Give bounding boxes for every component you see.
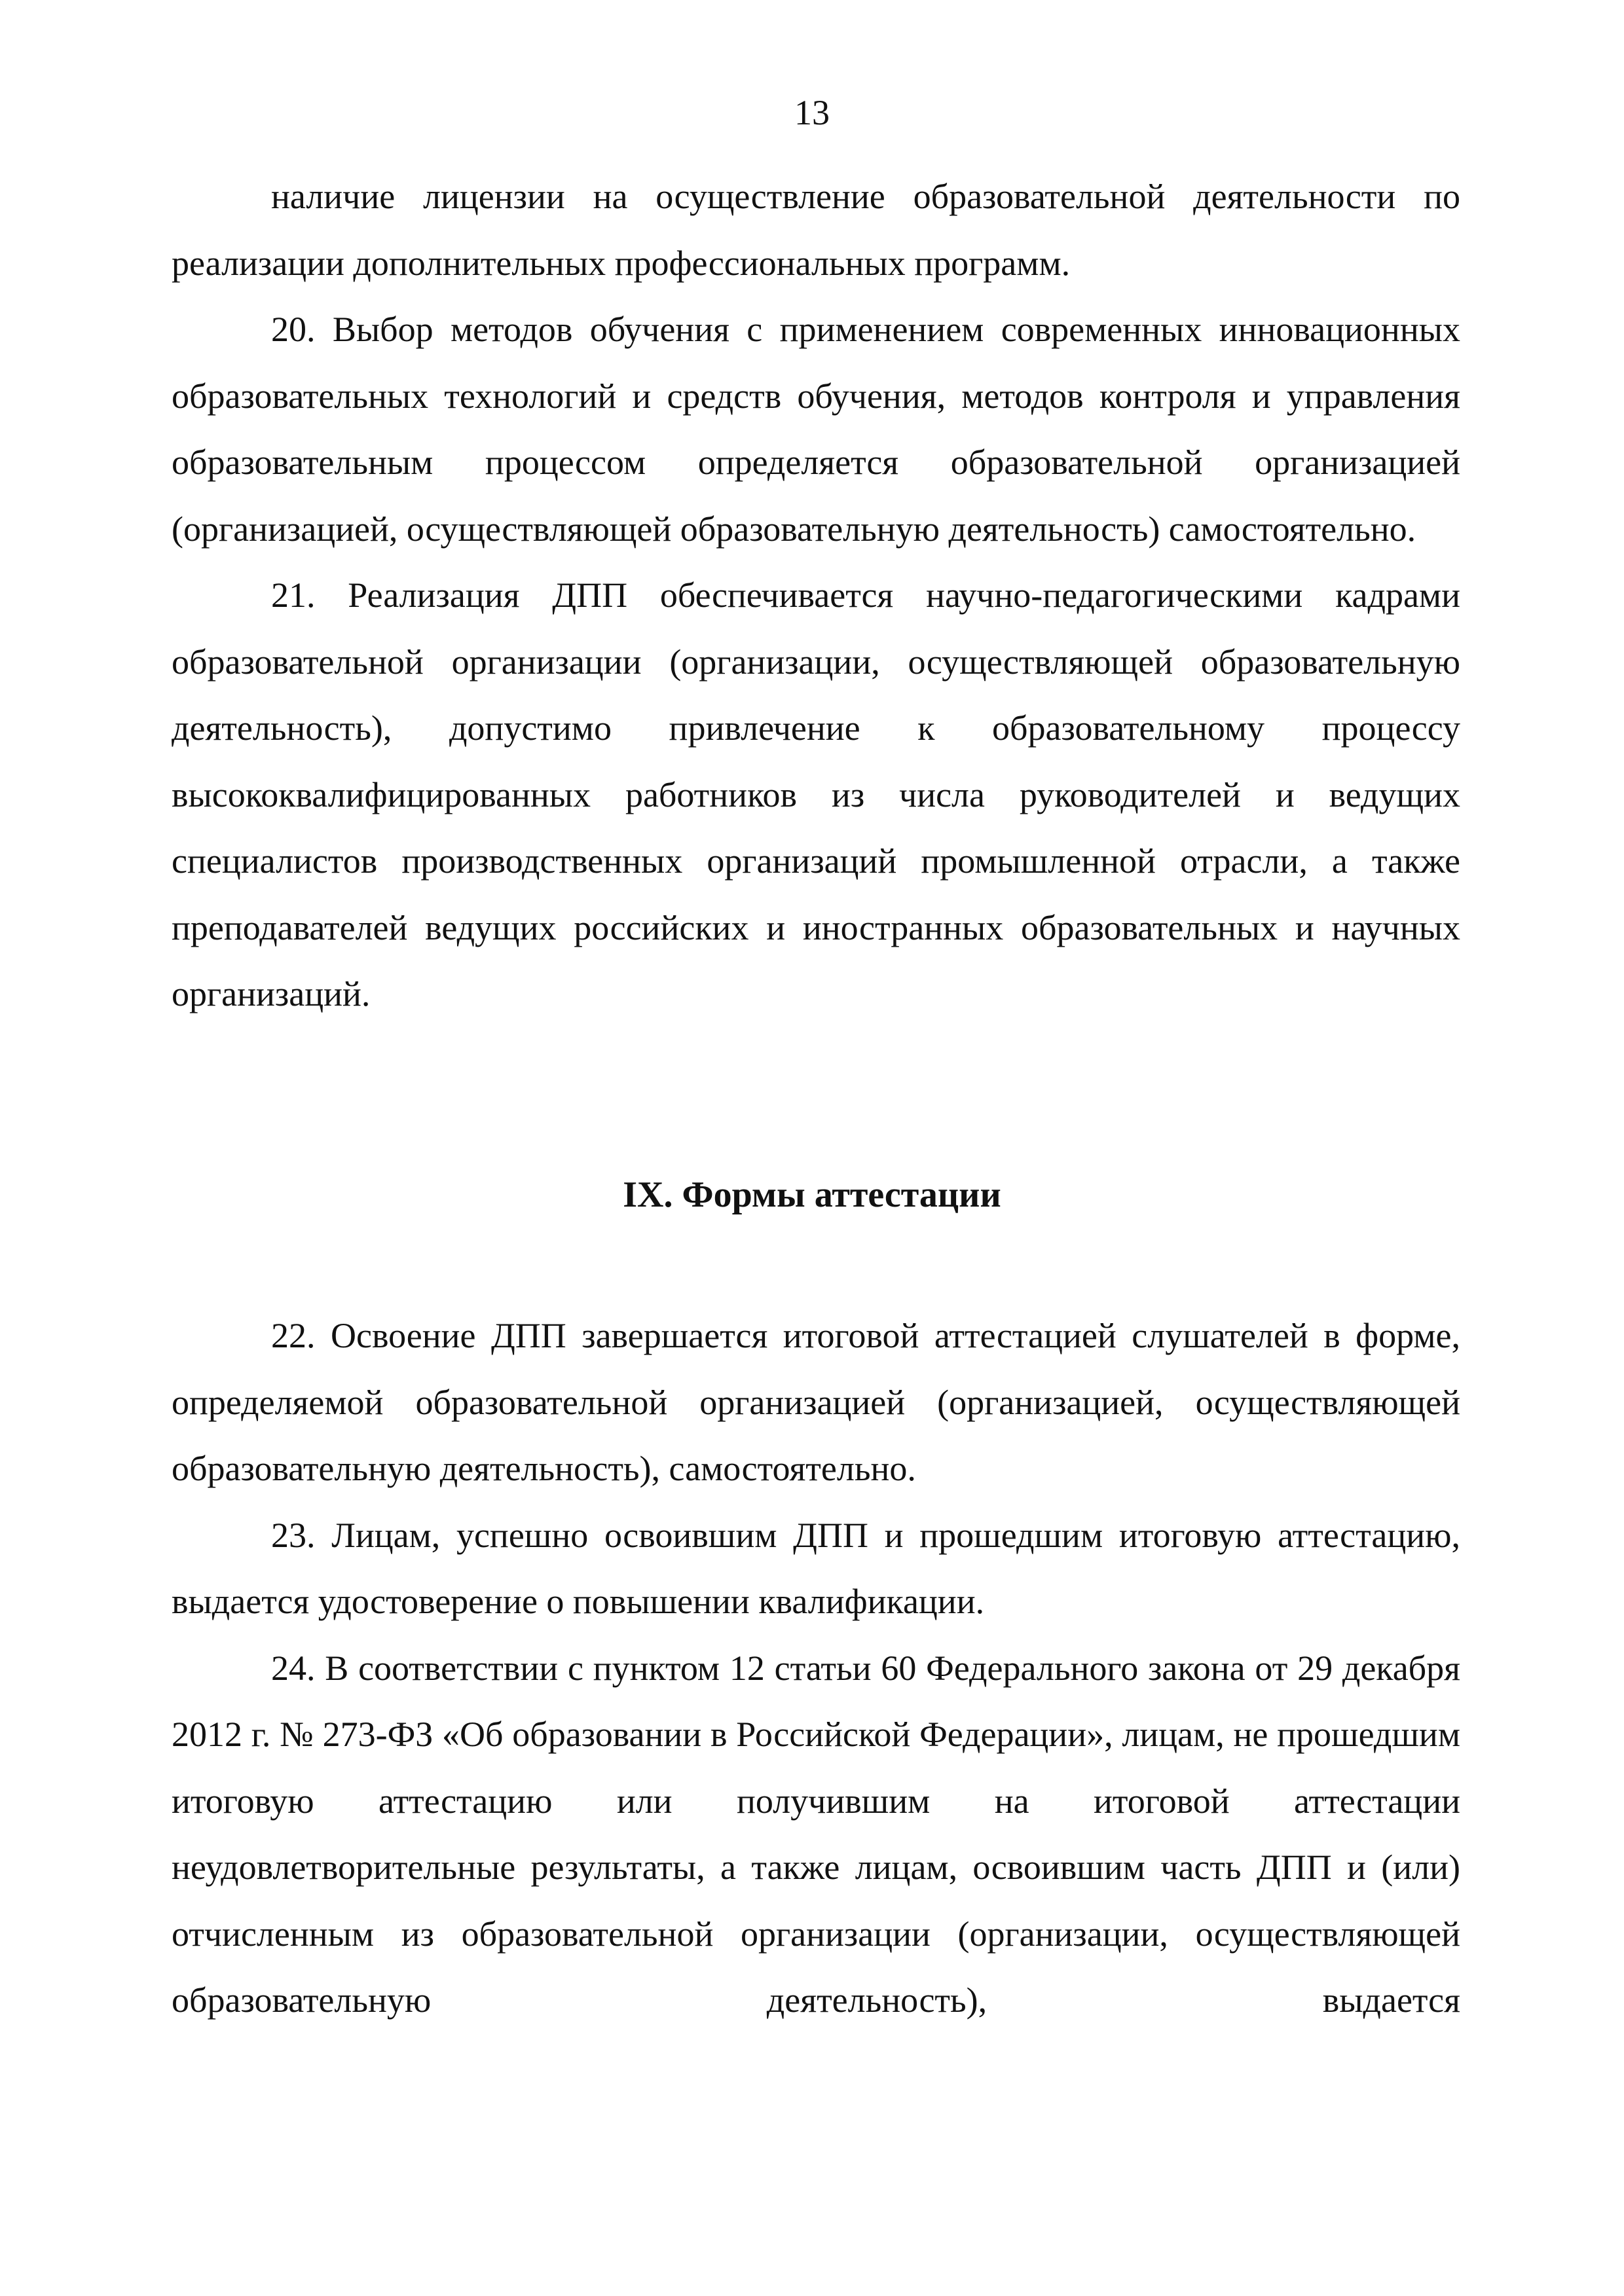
page-number: 13 [794, 93, 830, 132]
paragraph-text: наличие лицензии на осуществление образовательной деятельности по реализации дополнительных профессиональных программ. [172, 177, 1460, 283]
paragraph-number: 20. [271, 310, 316, 349]
paragraph-text: В соответствии с пунктом 12 статьи 60 Федерального закона от 29 декабря 2012 г. № 273-ФЗ «Об образовании в Российской Федерации», лицам, не прошедшим итоговую аттестацию или получившим на итоговой аттестации неудовлетворительные результаты, а также лицам, освоившим часть ДПП и (или) отчисленным из образовательной организации (организации, осуществляющей образовательную деятельность), выдается [172, 1648, 1460, 2020]
paragraph-number: 23. [271, 1515, 316, 1555]
paragraph-22 [172, 1303, 1460, 1503]
paragraph-24 [172, 1635, 1460, 2034]
bottom-text-block [172, 1303, 1460, 2034]
paragraph-text: Выбор методов обучения с применением современных инновационных образовательных технологий и средств обучения, методов контроля и управления образовательным процессом определяется образовательной организацией (организацией, осуществляющей образовательную деятельность) самостоятельно. [172, 310, 1461, 549]
intro-paragraph [172, 164, 1460, 297]
paragraph-number: 24. [271, 1648, 316, 1688]
paragraph-text: Лицам, успешно освоившим ДПП и прошедшим итоговую аттестацию, выдается удостоверение о повышении квалификации. [172, 1515, 1461, 1621]
paragraph-number: 21. [271, 575, 316, 615]
paragraph-number: 22. [271, 1316, 316, 1355]
paragraph-text: Реализация ДПП обеспечивается научно-педагогическими кадрами образовательной организации (организации, осуществляющей образовательную деятельность), допустимо привлечение к образовательному процессу высококвалифицированных работников из числа руководителей и ведущих специалистов производственных организаций промышленной отрасли, а также преподавателей ведущих российских и иностранных образовательных и научных организаций. [172, 575, 1461, 1013]
paragraph-text: Освоение ДПП завершается итоговой аттестацией слушателей в форме, определяемой образовательной организацией (организацией, осуществляющей образовательную деятельность), самостоятельно. [172, 1316, 1460, 1488]
paragraph-23 [172, 1503, 1460, 1635]
paragraph-20 [172, 297, 1460, 562]
section-heading: IX. Формы аттестации [623, 1175, 1001, 1215]
paragraph-21 [172, 562, 1460, 1028]
top-text-block [172, 164, 1460, 1028]
